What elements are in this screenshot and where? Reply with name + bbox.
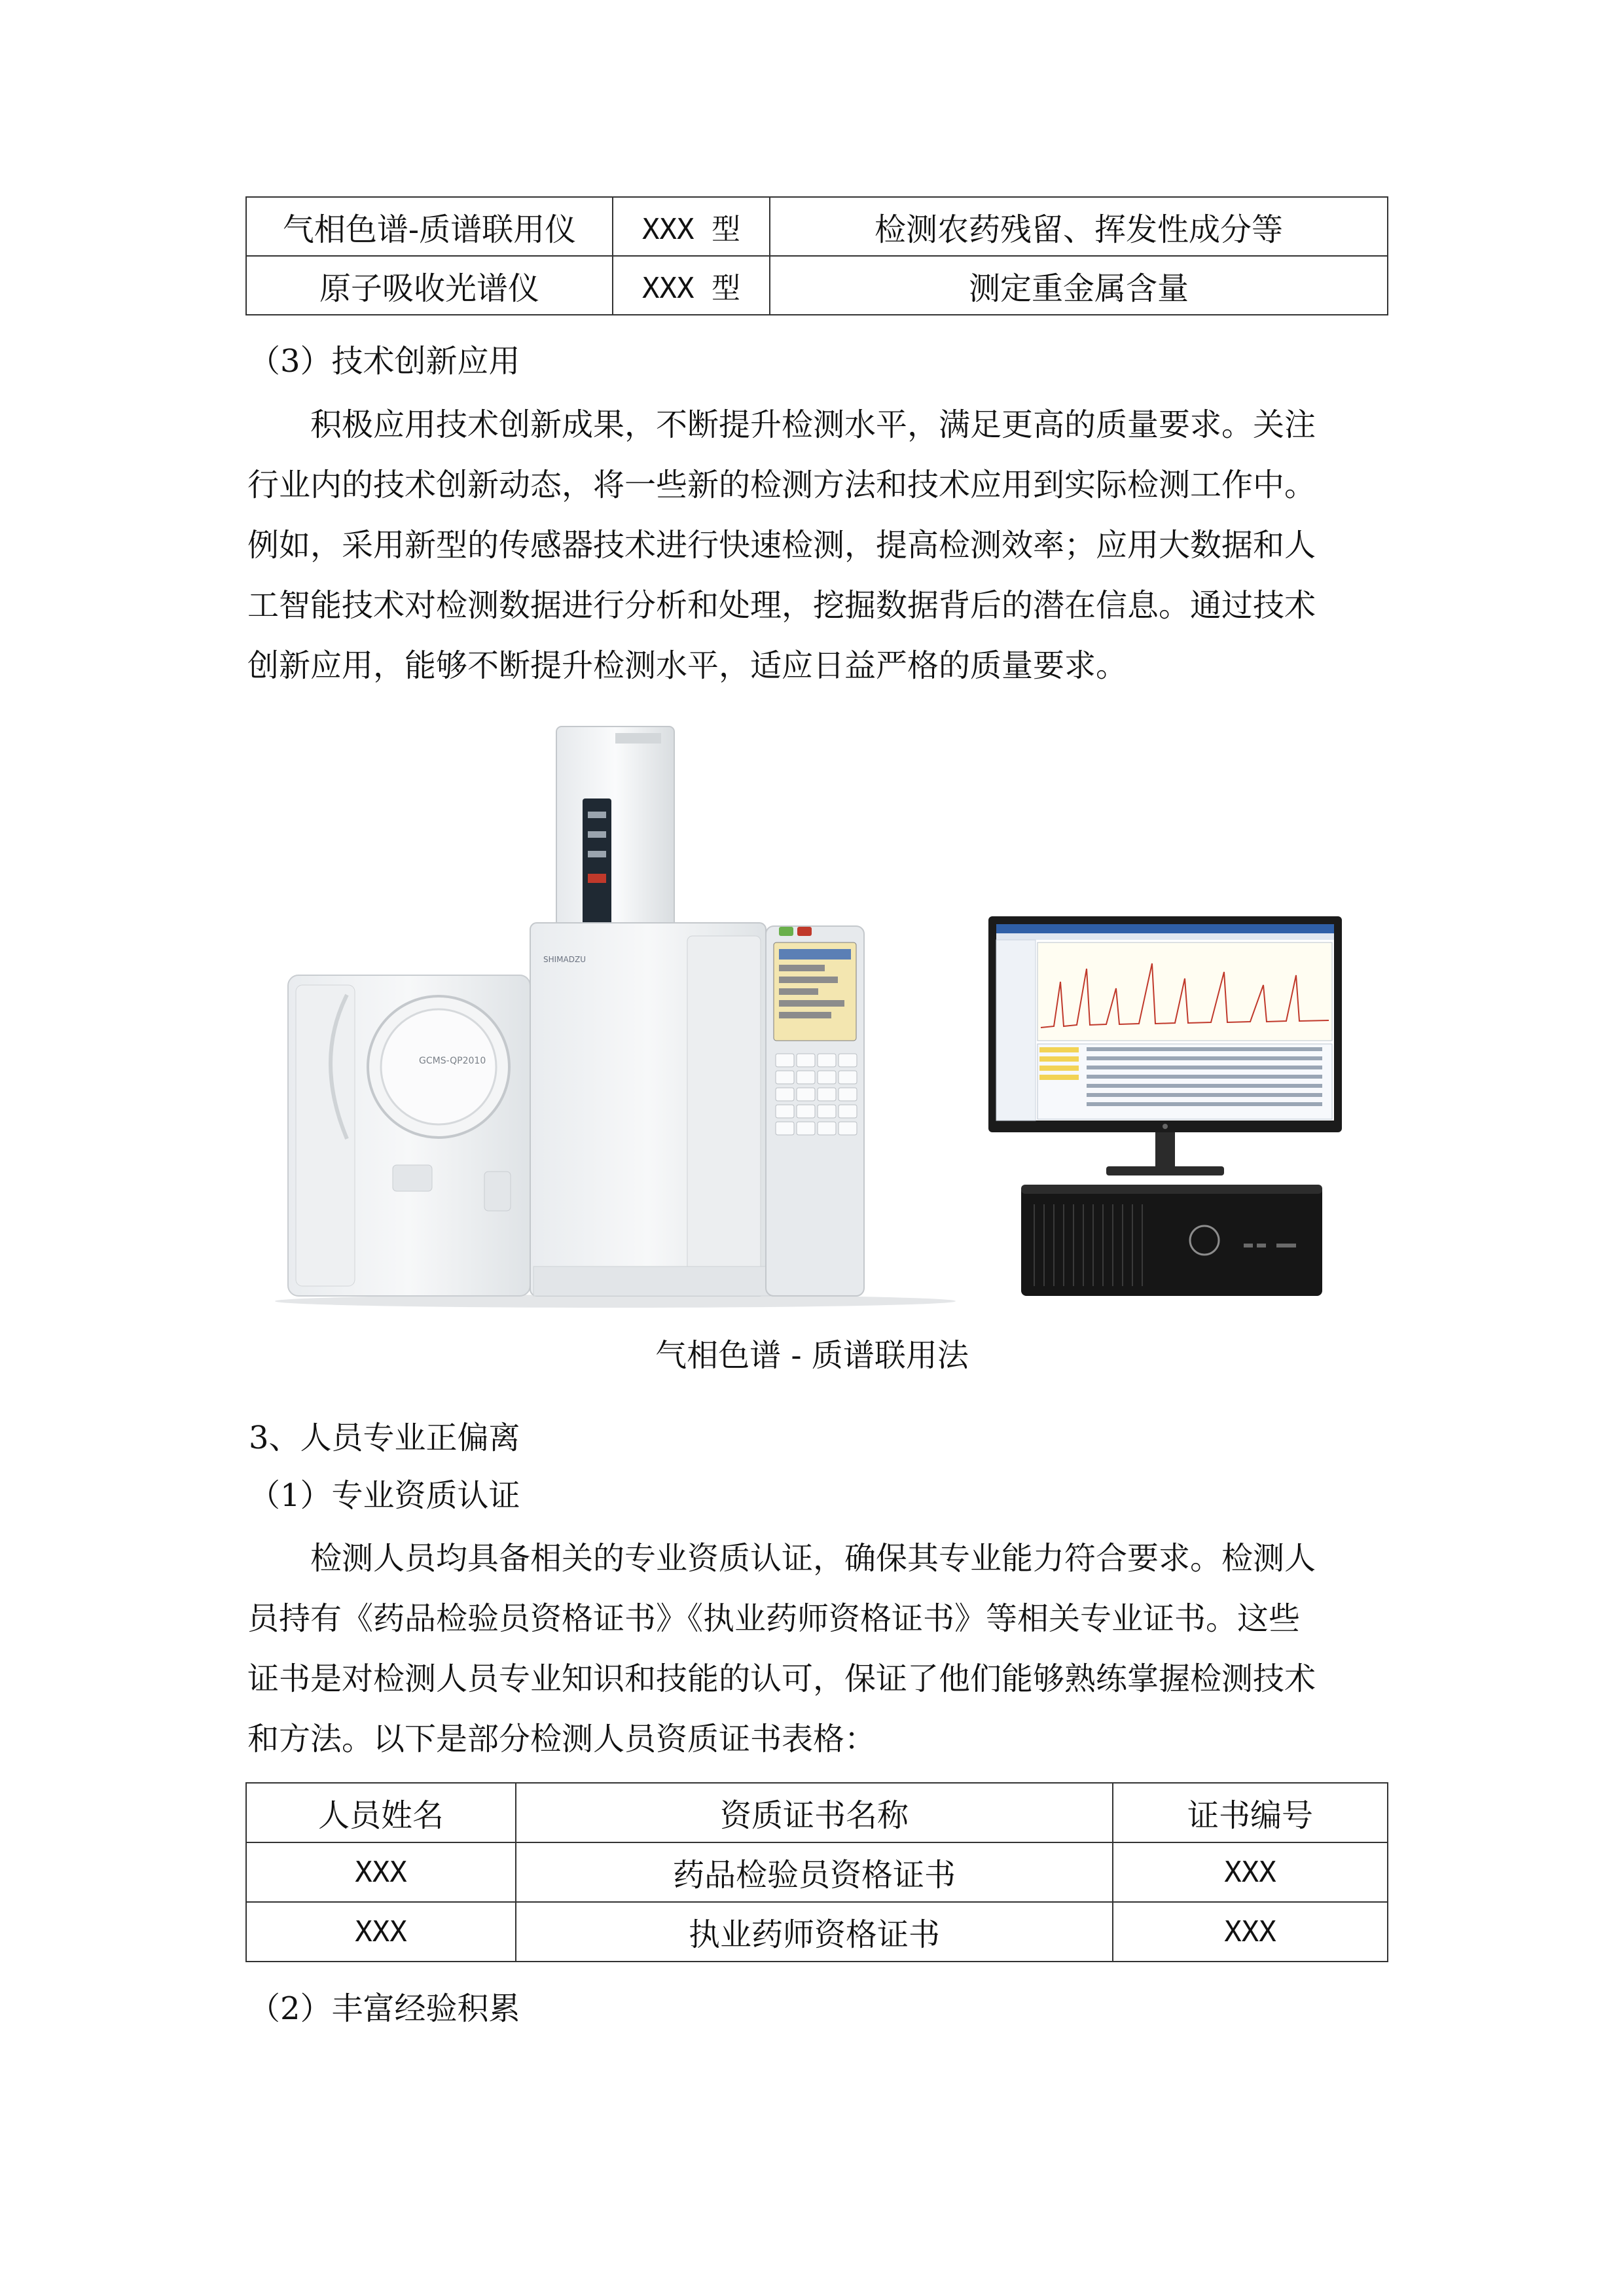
table-cell: XXX [1113,1902,1388,1962]
paragraph-line: 检测人员均具备相关的专业资质认证，确保其专业能力符合要求。检测人 [310,1540,1316,1577]
table-row [246,197,1388,256]
table-cell: XXX [1113,1842,1388,1902]
paragraph-line: 例如，采用新型的传感器技术进行快速检测，提高检测效率；应用大数据和人 [247,527,1316,564]
gc-main-body [530,923,795,1296]
ms-unit [288,975,530,1296]
paragraph-line: 行业内的技术创新动态，将一些新的检测方法和技术应用到实际检测工作中。 [247,467,1316,503]
paragraph-tech [247,395,1386,696]
paragraph-line: 员持有《药品检验员资格证书》《执业药师资格证书》等相关专业证书。这些 [247,1600,1301,1637]
computer-monitor [988,916,1342,1175]
paragraph-line: 工智能技术对检测数据进行分析和处理，挖掘数据背后的潜在信息。通过技术 [247,587,1316,624]
subsection-heading-experience: （2）丰富经验积累 [249,1990,520,2027]
paragraph-line: 证书是对检测人员专业知识和技能的认可，保证了他们能够熟练掌握检测技术 [247,1660,1316,1697]
table-cell: XXX 型 [613,197,770,256]
table-row [246,1902,1388,1962]
table-cell: 原子吸收光谱仪 [246,256,613,315]
table-row [246,256,1388,315]
svg-text:SHIMADZU: SHIMADZU [543,955,586,964]
figure-caption: 气相色谱 - 质谱联用法 [655,1337,969,1374]
table-cell: 执业药师资格证书 [516,1902,1113,1962]
table-cell: 测定重金属含量 [770,256,1388,315]
paragraph-personnel [247,1528,1386,1769]
column-header: 资质证书名称 [516,1783,1113,1842]
section-heading-personnel: 3、人员专业正偏离 [249,1420,520,1456]
table-cell: XXX 型 [613,256,770,315]
paragraph-line: 积极应用技术创新成果，不断提升检测水平，满足更高的质量要求。关注 [310,406,1316,443]
table-cell: 检测农药残留、挥发性成分等 [770,197,1388,256]
certificate-table [245,1782,1388,1962]
equipment-table [245,196,1388,315]
svg-text:GCMS-QP2010: GCMS-QP2010 [419,1056,486,1066]
paragraph-line: 和方法。以下是部分检测人员资质证书表格： [247,1721,876,1757]
desktop-computer [1021,1185,1322,1296]
gc-control-panel [766,926,864,1296]
table-cell: XXX [246,1842,516,1902]
table-cell: 药品检验员资格证书 [516,1842,1113,1902]
table-row [246,1842,1388,1902]
table-header-row [246,1783,1388,1842]
paragraph-line: 创新应用，能够不断提升检测水平，适应日益严格的质量要求。 [247,647,1128,684]
section-heading-tech: （3）技术创新应用 [249,343,520,380]
column-header: 证书编号 [1113,1783,1388,1842]
gcms-instrument-photo [275,720,1362,1309]
table-cell: XXX [246,1902,516,1962]
table-cell: 气相色谱-质谱联用仪 [246,197,613,256]
column-header: 人员姓名 [246,1783,516,1842]
subsection-heading-qualification: （1）专业资质认证 [249,1477,520,1514]
